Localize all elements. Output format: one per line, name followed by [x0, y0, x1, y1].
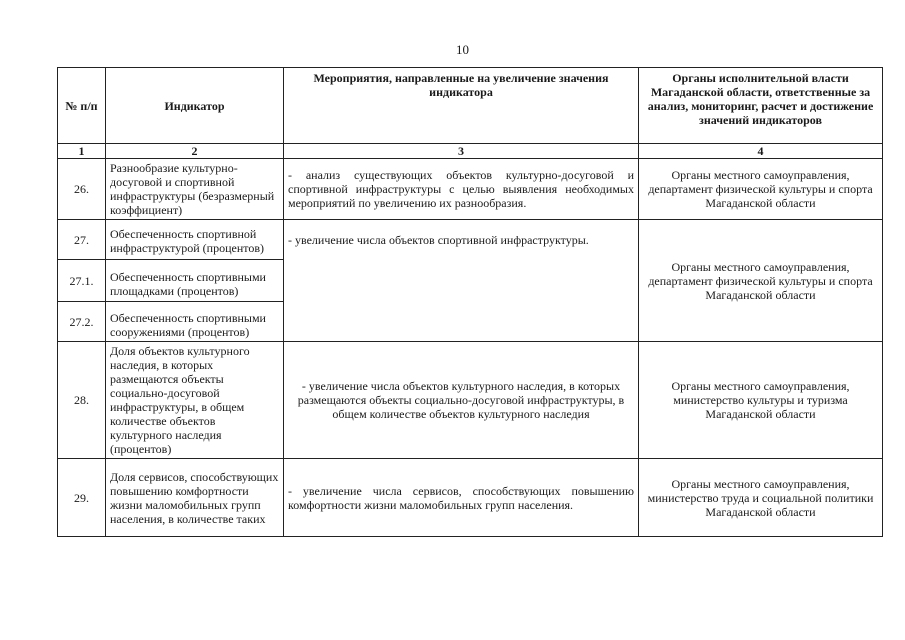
table-row [58, 220, 883, 260]
measures-cell: - увеличение числа сервисов, способствующих повышению комфортности жизни маломобильных групп населения. [284, 459, 639, 537]
row-number: 27.2. [58, 302, 106, 342]
header-number: № п/п [58, 68, 106, 144]
indicators-table [57, 67, 883, 537]
indicator-cell: Обеспеченность спортивными площадками (процентов) [106, 260, 284, 302]
column-number: 3 [284, 144, 639, 159]
column-number: 2 [106, 144, 284, 159]
responsible-bodies-cell: Органы местного самоуправления, министерство культуры и туризма Магаданской области [639, 342, 883, 459]
header-bodies: Органы исполнительной власти Магаданской области, ответственные за анализ, мониторинг, расчет и достижение значений индикаторов [639, 68, 883, 144]
row-number: 27.1. [58, 260, 106, 302]
header-measures: Мероприятия, направленные на увеличение значения индикатора [284, 68, 639, 144]
indicator-cell: Разнообразие культурно-досуговой и спортивной инфраструктуры (безразмерный коэффициент) [106, 159, 284, 220]
table-row [58, 459, 883, 537]
table-row [58, 342, 883, 459]
measures-cell: - увеличение числа объектов культурного наследия, в которых размещаются объекты социально-досуговой инфраструктуры, в общем количестве объектов культурного наследия [284, 342, 639, 459]
table-header-row [58, 68, 883, 144]
column-number: 1 [58, 144, 106, 159]
measures-cell: - увеличение числа объектов спортивной инфраструктуры. [284, 220, 639, 260]
indicator-cell: Доля объектов культурного наследия, в которых размещаются объекты социально-досуговой инфраструктуры, в общем количестве объектов культурного наследия (процентов) [106, 342, 284, 459]
indicator-cell: Обеспеченность спортивными сооружениями (процентов) [106, 302, 284, 342]
header-indicator: Индикатор [106, 68, 284, 144]
measures-cell-merged [284, 260, 639, 302]
column-number: 4 [639, 144, 883, 159]
column-number-row [58, 144, 883, 159]
row-number: 29. [58, 459, 106, 537]
table-row [58, 159, 883, 220]
table-row [58, 260, 883, 302]
row-number: 26. [58, 159, 106, 220]
measures-cell: - анализ существующих объектов культурно-досуговой и спортивной инфраструктуры с целью выявления необходимых мероприятий по увеличению их разнообразия. [284, 159, 639, 220]
page-number: 10 [456, 42, 469, 57]
row-number: 27. [58, 220, 106, 260]
table-row [58, 302, 883, 342]
indicator-cell: Доля сервисов, способствующих повышению комфортности жизни маломобильных групп населения, в количестве таких [106, 459, 284, 537]
row-number: 28. [58, 342, 106, 459]
responsible-bodies-cell: Органы местного самоуправления, департамент физической культуры и спорта Магаданской области [639, 159, 883, 220]
responsible-bodies-cell-merged [639, 302, 883, 342]
responsible-bodies-cell: Органы местного самоуправления, министерство труда и социальной политики Магаданской области [639, 459, 883, 537]
responsible-bodies-cell: Органы местного самоуправления, департамент физической культуры и спорта Магаданской области [639, 260, 883, 302]
indicator-cell: Обеспеченность спортивной инфраструктурой (процентов) [106, 220, 284, 260]
responsible-bodies-cell [639, 220, 883, 260]
measures-cell-merged [284, 302, 639, 342]
